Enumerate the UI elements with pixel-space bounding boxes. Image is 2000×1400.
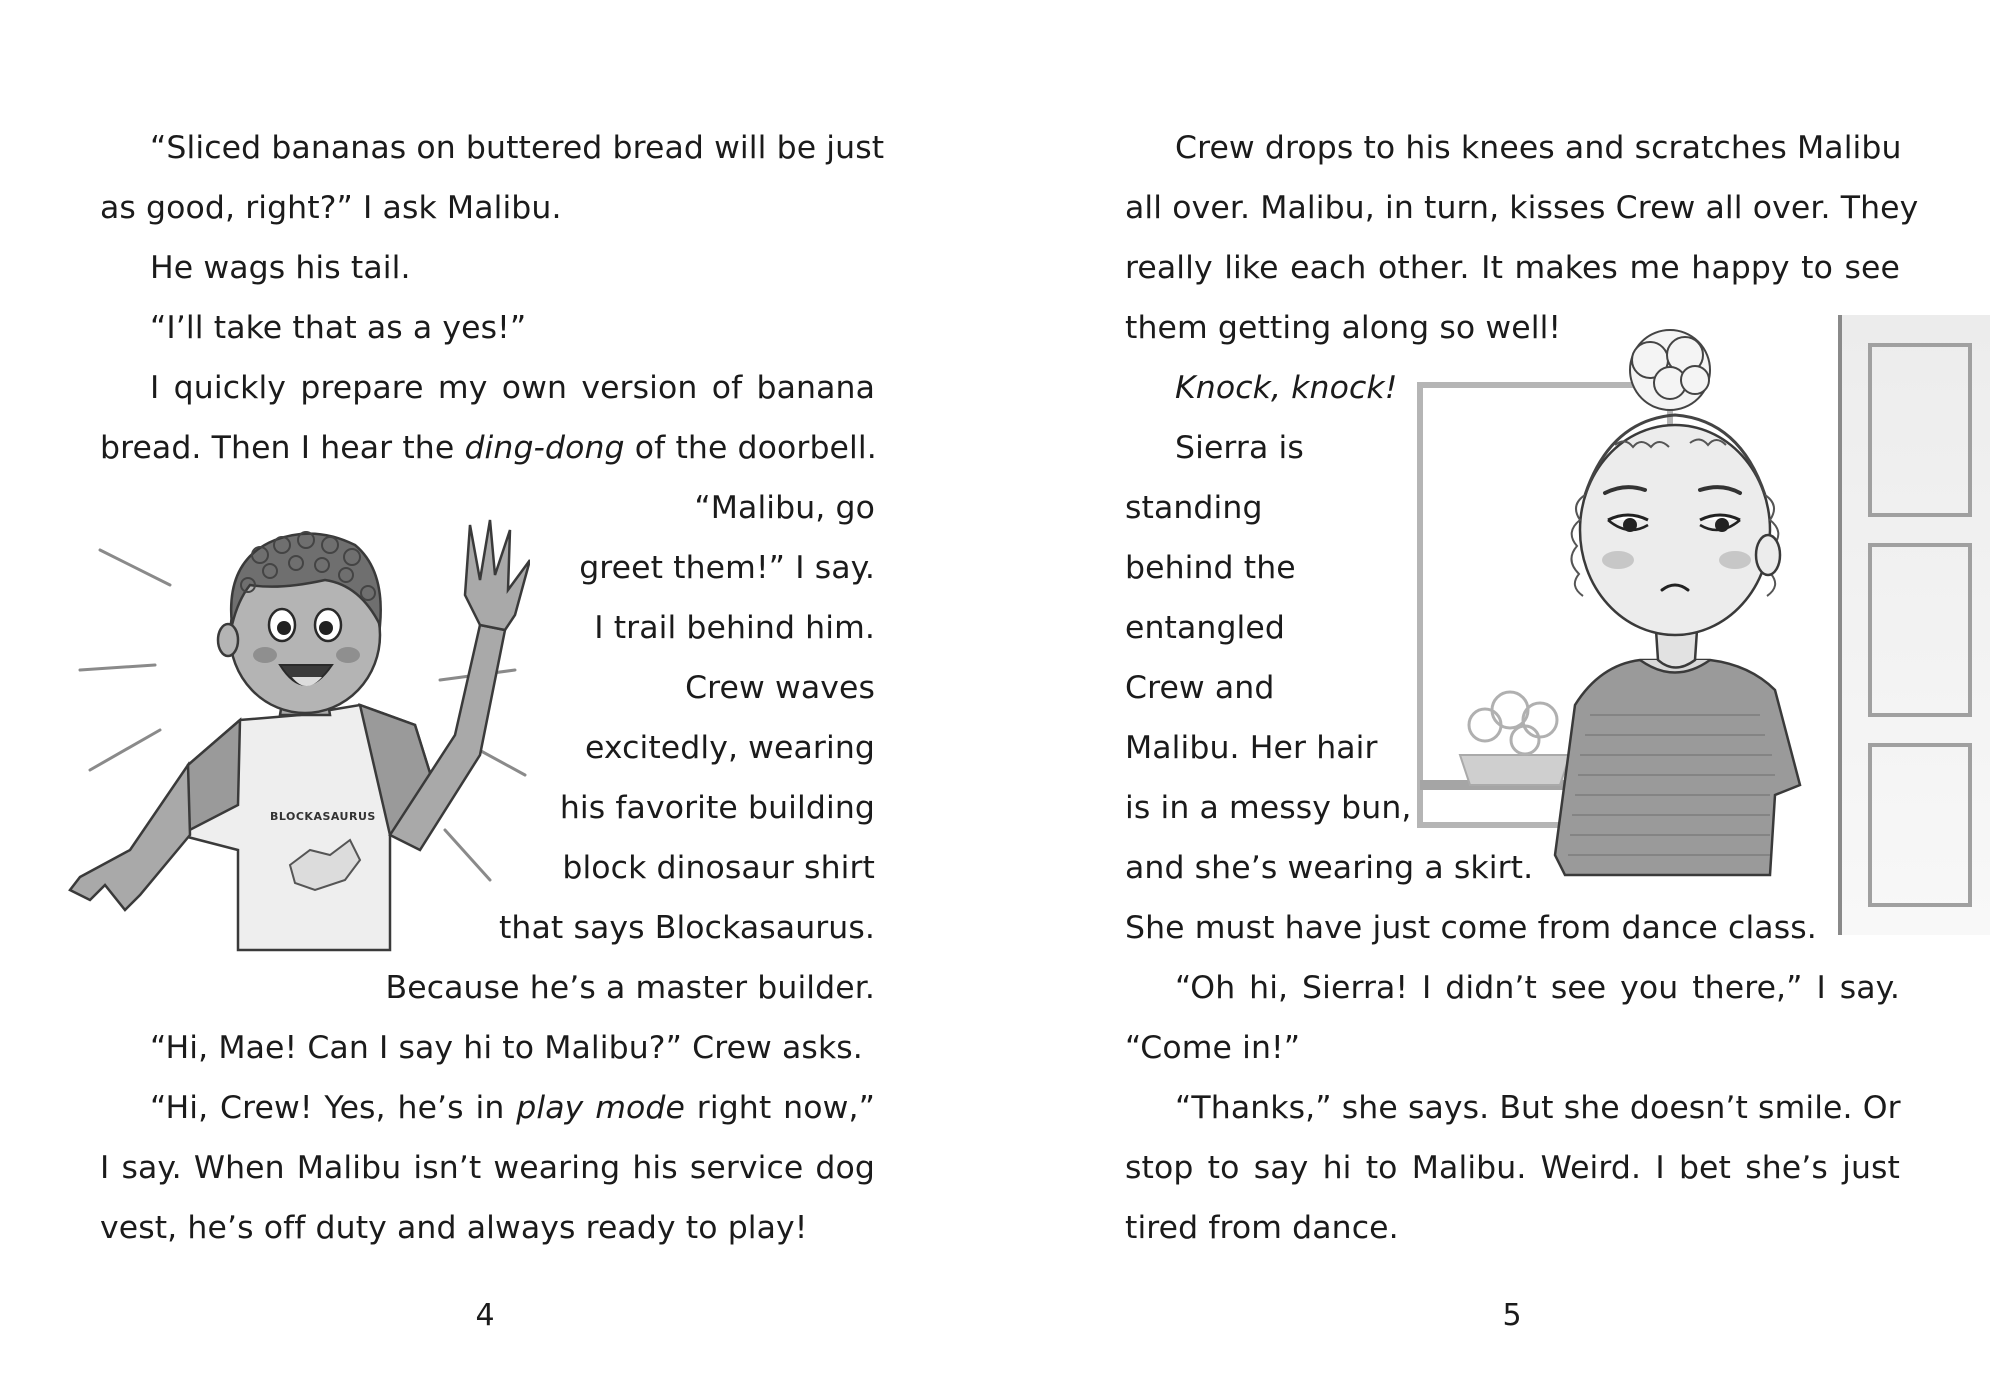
text-line: Crew waves: [685, 670, 875, 706]
text-line: and she’s wearing a skirt.: [1125, 850, 1534, 886]
text-line: “Hi, Crew! Yes, he’s in play mode right now,”: [150, 1090, 875, 1126]
text-line: tired from dance.: [1125, 1210, 1399, 1246]
text-line: I trail behind him.: [594, 610, 875, 646]
text-line: block dinosaur shirt: [562, 850, 875, 886]
text-line: I quickly prepare my own version of banana: [150, 370, 875, 406]
text-line: standing: [1125, 490, 1263, 526]
text-line: “Malibu, go: [694, 490, 875, 526]
text-line: “Oh hi, Sierra! I didn’t see you there,” I say.: [1175, 970, 1900, 1006]
text-line: Crew and: [1125, 670, 1275, 706]
page-number: 4: [475, 1298, 495, 1333]
sierra-illustration: [1400, 315, 1995, 935]
text-line: vest, he’s off duty and always ready to play!: [100, 1210, 808, 1246]
text-line: them getting along so well!: [1125, 310, 1562, 346]
text-line: excitedly, wearing: [584, 730, 875, 766]
text-line: greet them!” I say.: [579, 550, 875, 586]
text-line: his favorite building: [559, 790, 875, 826]
text-line: “Thanks,” she says. But she doesn’t smile. Or: [1175, 1090, 1901, 1126]
text-line: I say. When Malibu isn’t wearing his service dog: [100, 1150, 875, 1186]
text-line: Malibu. Her hair: [1125, 730, 1378, 766]
page-number: 5: [1502, 1298, 1522, 1333]
text-line: that says Blockasaurus.: [498, 910, 875, 946]
text-line: behind the: [1125, 550, 1296, 586]
text-line: stop to say hi to Malibu. Weird. I bet she’s just: [1125, 1150, 1900, 1186]
text-line: Knock, knock!: [1175, 370, 1398, 406]
text-line: really like each other. It makes me happy to see: [1125, 250, 1900, 286]
text-line: is in a messy bun,: [1125, 790, 1412, 826]
text-line: He wags his tail.: [150, 250, 411, 286]
text-line: Crew drops to his knees and scratches Malibu: [1175, 130, 1902, 166]
right-page: [1000, 0, 2000, 1400]
text-line: entangled: [1125, 610, 1285, 646]
text-line: Sierra is: [1175, 430, 1304, 466]
text-line: all over. Malibu, in turn, kisses Crew all over. They: [1125, 190, 1919, 226]
crew-illustration: [60, 505, 530, 965]
text-line: “I’ll take that as a yes!”: [150, 310, 527, 346]
text-line: “Hi, Mae! Can I say hi to Malibu?” Crew asks.: [150, 1030, 863, 1066]
text-line: as good, right?” I ask Malibu.: [100, 190, 562, 226]
text-line: “Sliced bananas on buttered bread will be just: [150, 130, 885, 166]
text-line: She must have just come from dance class.: [1125, 910, 1817, 946]
text-line: “Come in!”: [1125, 1030, 1301, 1066]
text-line: Because he’s a master builder.: [385, 970, 875, 1006]
shirt-text: BLOCKASAURUS: [270, 810, 376, 823]
text-line: bread. Then I hear the ding-dong of the doorbell.: [100, 430, 877, 466]
